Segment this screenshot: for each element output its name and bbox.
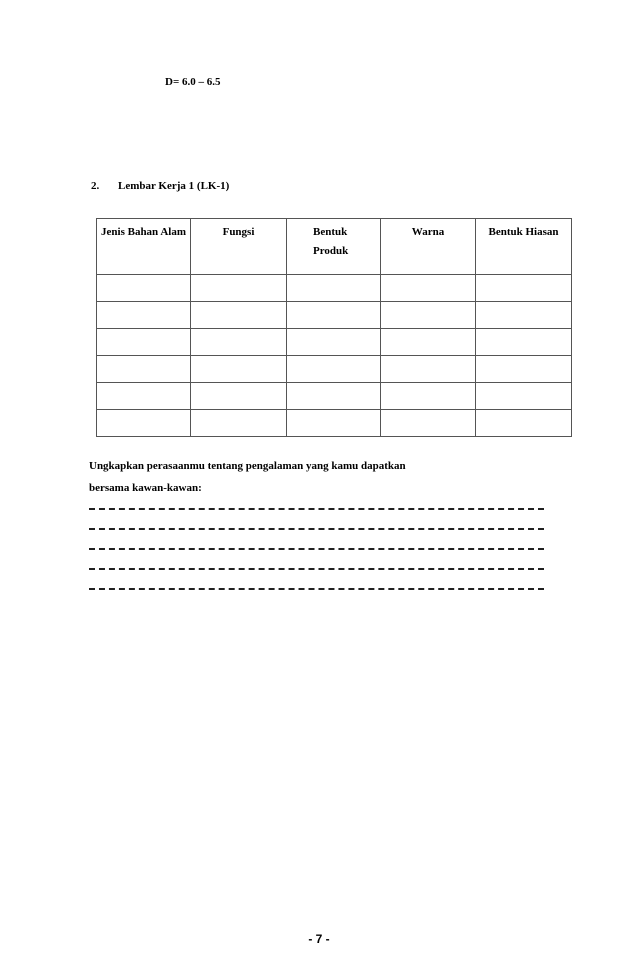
table-cell — [97, 410, 191, 437]
table-cell — [97, 302, 191, 329]
table-cell — [97, 329, 191, 356]
table-cell — [97, 275, 191, 302]
header-bentuk-produk — [287, 219, 381, 275]
table-cell — [191, 383, 287, 410]
table-cell — [476, 383, 572, 410]
header-jenis-bahan-alam: Jenis Bahan Alam — [97, 219, 191, 275]
header-fungsi: Fungsi — [191, 219, 287, 275]
table-cell — [381, 329, 476, 356]
header-warna: Warna — [381, 219, 476, 275]
table-cell — [476, 356, 572, 383]
table-cell — [97, 356, 191, 383]
table-row — [97, 410, 572, 437]
table-cell — [381, 275, 476, 302]
answer-line — [89, 508, 544, 510]
table-cell — [381, 383, 476, 410]
table-cell — [287, 275, 381, 302]
table-cell — [191, 410, 287, 437]
table-cell — [191, 275, 287, 302]
table-cell — [287, 383, 381, 410]
table-row — [97, 383, 572, 410]
table-cell — [476, 410, 572, 437]
answer-line — [89, 568, 544, 570]
prompt-line-1: Ungkapkan perasaanmu tentang pengalaman yang kamu dapatkan — [89, 460, 406, 472]
table-cell — [476, 329, 572, 356]
table-row — [97, 329, 572, 356]
header-bentuk-produk-line1: Bentuk — [313, 226, 348, 238]
worksheet-table — [96, 218, 572, 437]
table-cell — [287, 410, 381, 437]
section-title: Lembar Kerja 1 (LK-1) — [118, 180, 230, 192]
table-row — [97, 356, 572, 383]
header-bentuk-produk-line2: Produk — [313, 245, 349, 257]
table-cell — [381, 302, 476, 329]
answer-line — [89, 528, 544, 530]
table-cell — [381, 356, 476, 383]
table-cell — [191, 329, 287, 356]
table-cell — [191, 356, 287, 383]
table-cell — [97, 383, 191, 410]
table-body — [97, 275, 572, 437]
table-cell — [287, 356, 381, 383]
table-header-row — [97, 219, 572, 275]
table-cell — [287, 329, 381, 356]
table-row — [97, 275, 572, 302]
table-cell — [381, 410, 476, 437]
header-bentuk-hiasan: Bentuk Hiasan — [476, 219, 572, 275]
section-number: 2. — [91, 180, 100, 192]
page-number: - 7 - — [308, 932, 330, 946]
table-cell — [191, 302, 287, 329]
table-cell — [476, 302, 572, 329]
table-row — [97, 302, 572, 329]
table-cell — [476, 275, 572, 302]
d-range-text: D= 6.0 – 6.5 — [165, 76, 221, 88]
answer-line — [89, 588, 544, 590]
table-cell — [287, 302, 381, 329]
answer-line — [89, 548, 544, 550]
prompt-line-2: bersama kawan-kawan: — [89, 482, 202, 494]
